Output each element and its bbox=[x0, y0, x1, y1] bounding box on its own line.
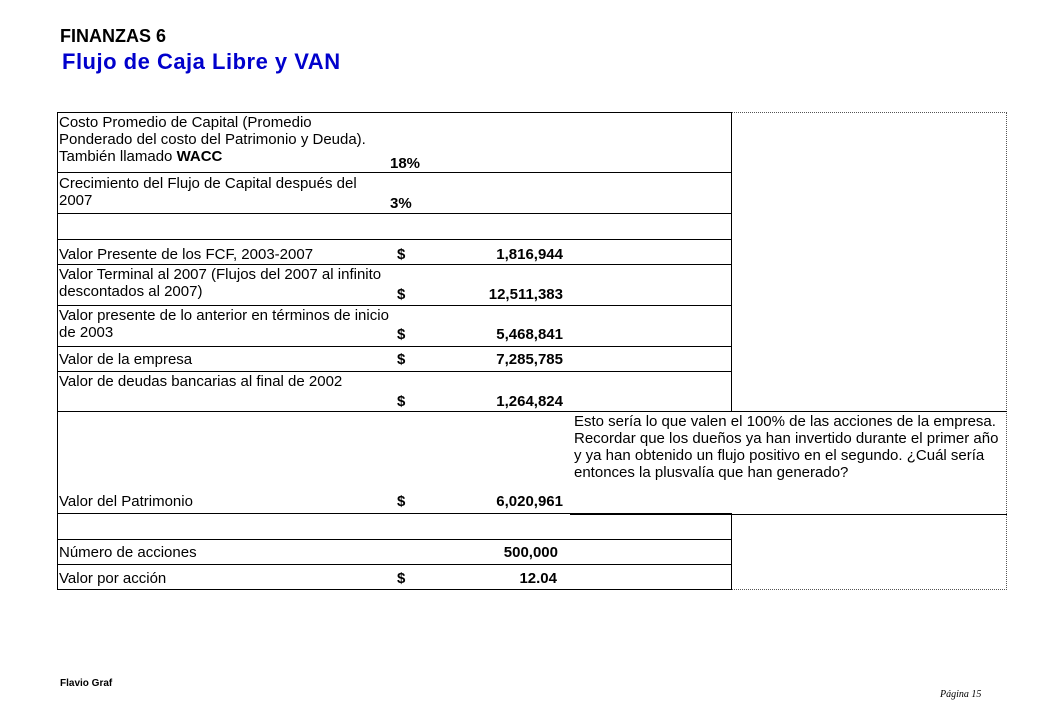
row-line bbox=[57, 305, 731, 306]
table-row-label: Valor del Patrimonio bbox=[59, 493, 193, 510]
table-right-border-bottom bbox=[731, 513, 732, 590]
currency-symbol: $ bbox=[397, 286, 406, 303]
author-name: Flavio Graf bbox=[60, 678, 113, 689]
table-row-label: Crecimiento del Flujo de Capital después del 2007 bbox=[59, 175, 357, 209]
table-row-value: 12.04 bbox=[519, 570, 557, 587]
course-title: FINANZAS 6 bbox=[60, 26, 167, 46]
row-line bbox=[57, 346, 731, 347]
table-row-value: 6,020,961 bbox=[496, 493, 563, 510]
row-line bbox=[57, 589, 731, 590]
table-row-label: Valor por acción bbox=[59, 570, 167, 587]
table-row-value: 5,468,841 bbox=[496, 326, 563, 343]
page-title: Flujo de Caja Libre y VAN bbox=[62, 49, 341, 74]
equity-note: Esto sería lo que valen el 100% de las acciones de la empresa. Recordar que los dueños ya han invertido durante el primer año y ya han obtenido un flujo positivo en el segundo. ¿Cuál sería entonces la plusvalía que han generado? bbox=[574, 413, 999, 481]
currency-symbol: $ bbox=[397, 393, 406, 410]
table-row-label: Valor de la empresa bbox=[59, 351, 193, 368]
row-line bbox=[57, 239, 731, 240]
row-line bbox=[57, 564, 731, 565]
table-row-label: Costo Promedio de Capital (Promedio Ponderado del costo del Patrimonio y Deuda). También llamado WACC bbox=[59, 114, 366, 165]
table-row-label: Valor presente de lo anterior en términos de inicio de 2003 bbox=[59, 307, 389, 341]
table-row-value: 3% bbox=[390, 195, 412, 212]
row-line bbox=[57, 172, 731, 173]
table-right-border-top bbox=[731, 112, 732, 412]
row-line bbox=[57, 539, 731, 540]
table-row-label: Valor Terminal al 2007 (Flujos del 2007 al infinito descontados al 2007) bbox=[59, 266, 382, 300]
row-line bbox=[57, 213, 731, 214]
currency-symbol: $ bbox=[397, 493, 406, 510]
page-number: Página 15 bbox=[940, 689, 982, 700]
table-row-value: 500,000 bbox=[503, 544, 558, 561]
currency-symbol: $ bbox=[397, 351, 406, 368]
table-left-border bbox=[57, 112, 58, 590]
table-row-value: 12,511,383 bbox=[488, 286, 563, 303]
currency-symbol: $ bbox=[397, 326, 406, 343]
row-line bbox=[57, 112, 731, 113]
row-line bbox=[57, 264, 731, 265]
row-line bbox=[57, 371, 731, 372]
table-row-label: Valor Presente de los FCF, 2003-2007 bbox=[59, 246, 314, 263]
table-row-label: Número de acciones bbox=[59, 544, 197, 561]
table-row-value: 18% bbox=[390, 155, 421, 172]
table-row-label: Valor de deudas bancarias al final de 2002 bbox=[59, 373, 343, 390]
table-row-value: 7,285,785 bbox=[496, 351, 563, 368]
currency-symbol: $ bbox=[397, 246, 406, 263]
currency-symbol: $ bbox=[397, 570, 406, 587]
table-row-value: 1,816,944 bbox=[496, 246, 563, 263]
table-row-value: 1,264,824 bbox=[496, 393, 563, 410]
